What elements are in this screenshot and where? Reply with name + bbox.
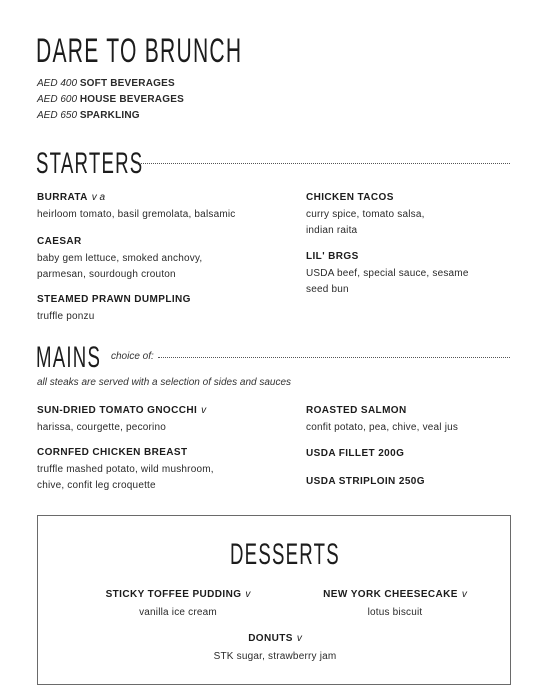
price-label: SOFT BEVERAGES [79, 78, 175, 89]
item-name: CORNFED CHICKEN BREAST [37, 447, 188, 458]
item-name: STEAMED PRAWN DUMPLING [37, 294, 191, 305]
item-description: curry spice, tomato salsa, [306, 209, 425, 220]
menu-item [37, 404, 206, 436]
desserts-heading: DESSERTS [230, 538, 340, 571]
item-description: truffle mashed potato, wild mushroom, [37, 464, 214, 475]
item-name: LIL' BRGS [306, 251, 359, 262]
item-description: confit potato, pea, chive, veal jus [306, 422, 459, 433]
price-label: SPARKLING [79, 110, 140, 121]
mains-steak-note: all steaks are served with a selection of sides and sauces [37, 377, 292, 388]
item-description: heirloom tomato, basil gremolata, balsamic [37, 209, 236, 220]
price-line [37, 76, 184, 92]
item-name: NEW YORK CHEESECAKE [323, 589, 458, 600]
item-name: CAESAR [37, 236, 82, 247]
item-name: SUN-DRIED TOMATO GNOCCHI [37, 405, 198, 416]
item-description: parmesan, sourdough crouton [37, 269, 176, 280]
menu-item [37, 235, 202, 283]
starters-divider [136, 163, 510, 164]
dessert-item [175, 632, 375, 665]
item-description: seed bun [306, 284, 349, 295]
menu-item [37, 191, 235, 223]
menu-item [306, 191, 425, 239]
price-line [37, 92, 184, 108]
menu-item [37, 293, 191, 325]
price-label: HOUSE BEVERAGES [79, 94, 184, 105]
starters-heading: STARTERS [36, 147, 144, 180]
item-name: BURRATA [37, 192, 88, 203]
item-description: harissa, courgette, pecorino [37, 422, 167, 433]
item-description: indian raita [306, 225, 358, 236]
item-name: USDA STRIPLOIN 250G [306, 476, 425, 487]
menu-item [37, 446, 214, 494]
price-amount: AED 400 [37, 78, 78, 89]
pricing-list [37, 76, 184, 124]
dessert-item [300, 588, 490, 621]
item-description: chive, confit leg croquette [37, 480, 156, 491]
menu-item [306, 404, 458, 436]
menu-item [306, 447, 404, 461]
price-amount: AED 650 [37, 110, 78, 121]
item-description: vanilla ice cream [139, 607, 217, 618]
dietary-tag: v [245, 589, 251, 600]
menu-item [306, 475, 425, 489]
dietary-tag: v [461, 589, 467, 600]
mains-divider [158, 357, 510, 358]
item-name: USDA FILLET 200G [306, 448, 405, 459]
page-title: DARE TO BRUNCH [36, 32, 243, 70]
item-name: STICKY TOFFEE PUDDING [105, 589, 242, 600]
item-name: CHICKEN TACOS [306, 192, 394, 203]
menu-item [306, 250, 469, 298]
item-description: baby gem lettuce, smoked anchovy, [37, 253, 203, 264]
dessert-item [83, 588, 273, 621]
item-description: truffle ponzu [37, 311, 95, 322]
item-description: STK sugar, strawberry jam [213, 651, 337, 662]
mains-choice-note: choice of: [111, 351, 154, 362]
mains-heading: MAINS [36, 341, 102, 374]
desserts-panel [37, 515, 511, 685]
item-description: USDA beef, special sauce, sesame [306, 268, 469, 279]
dietary-tag: v [296, 633, 302, 644]
dietary-tag: v [201, 405, 207, 416]
dietary-tag: v a [91, 192, 106, 203]
item-description: lotus biscuit [367, 607, 423, 618]
item-name: DONUTS [248, 633, 293, 644]
price-line [37, 108, 184, 124]
item-name: ROASTED SALMON [306, 405, 407, 416]
price-amount: AED 600 [37, 94, 78, 105]
